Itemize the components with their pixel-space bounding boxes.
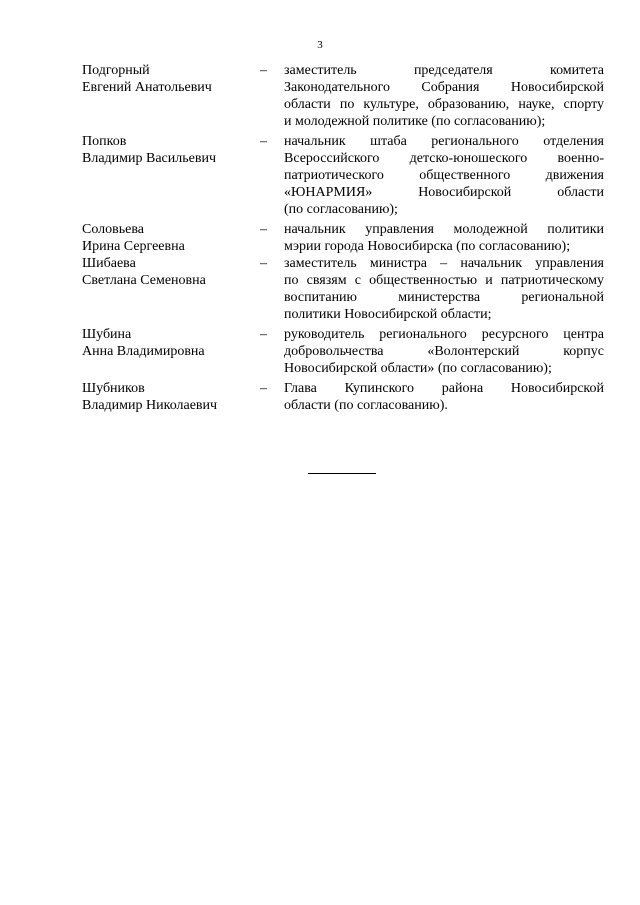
position-line: области по культуре, образованию, науке, спорту xyxy=(284,97,604,112)
member-given-names: Анна Владимировна xyxy=(82,344,205,359)
member-entry xyxy=(82,255,604,323)
member-position xyxy=(284,255,604,323)
member-given-names: Владимир Николаевич xyxy=(82,398,218,413)
member-position xyxy=(284,221,604,255)
member-surname: Соловьева xyxy=(82,222,144,237)
member-name xyxy=(82,62,260,130)
dash-separator: – xyxy=(260,134,267,149)
position-line: воспитанию министерства региональной xyxy=(284,290,604,305)
position-line: Всероссийского детско-юношеского военно- xyxy=(284,151,604,166)
position-line: заместитель министра – начальник управления xyxy=(284,256,604,271)
member-entry xyxy=(82,133,604,218)
position-line: политики Новосибирской области; xyxy=(284,307,492,322)
dash-separator: – xyxy=(260,222,267,237)
member-name xyxy=(82,255,260,323)
member-surname: Шубина xyxy=(82,327,132,342)
member-position xyxy=(284,326,604,377)
member-name xyxy=(82,326,260,377)
position-line: патриотического общественного движения xyxy=(284,168,604,183)
position-line: начальник управления молодежной политики xyxy=(284,222,604,237)
position-line: (по согласованию); xyxy=(284,202,398,217)
position-line: начальник штаба регионального отделения xyxy=(284,134,604,149)
dash-separator: – xyxy=(260,63,267,78)
position-line: «ЮНАРМИЯ» Новосибирской области xyxy=(284,185,604,200)
member-surname: Попков xyxy=(82,134,127,149)
position-line: мэрии города Новосибирска (по согласованию); xyxy=(284,239,571,254)
page-number: 3 xyxy=(317,39,323,51)
dash-separator: – xyxy=(260,256,267,271)
member-given-names: Владимир Васильевич xyxy=(82,151,216,166)
dash-separator: – xyxy=(260,327,267,342)
position-line: Новосибирской области» (по согласованию); xyxy=(284,361,552,376)
position-line: руководитель регионального ресурсного центра xyxy=(284,327,604,342)
member-given-names: Евгений Анатольевич xyxy=(82,80,212,95)
position-line: заместитель председателя комитета xyxy=(284,63,604,78)
member-name xyxy=(82,133,260,218)
member-entry xyxy=(82,221,604,255)
dash-separator: – xyxy=(260,381,267,396)
end-of-list-rule xyxy=(308,473,376,474)
member-entry xyxy=(82,62,604,130)
member-surname: Шубников xyxy=(82,381,145,396)
position-line: добровольчества «Волонтерский корпус xyxy=(284,344,604,359)
member-surname: Шибаева xyxy=(82,256,136,271)
member-position xyxy=(284,133,604,218)
member-name xyxy=(82,380,260,414)
member-position xyxy=(284,380,604,414)
position-line: области (по согласованию). xyxy=(284,398,448,413)
member-position xyxy=(284,62,604,130)
member-surname: Подгорный xyxy=(82,63,150,78)
position-line: по связям с общественностью и патриотическому xyxy=(284,273,604,288)
member-list xyxy=(82,62,604,417)
member-entry xyxy=(82,326,604,377)
position-line: и молодежной политике (по согласованию); xyxy=(284,114,546,129)
member-entry xyxy=(82,380,604,414)
member-name xyxy=(82,221,260,255)
member-given-names: Ирина Сергеевна xyxy=(82,239,185,254)
position-line: Законодательного Собрания Новосибирской xyxy=(284,80,604,95)
member-given-names: Светлана Семеновна xyxy=(82,273,206,288)
position-line: Глава Купинского района Новосибирской xyxy=(284,381,604,396)
